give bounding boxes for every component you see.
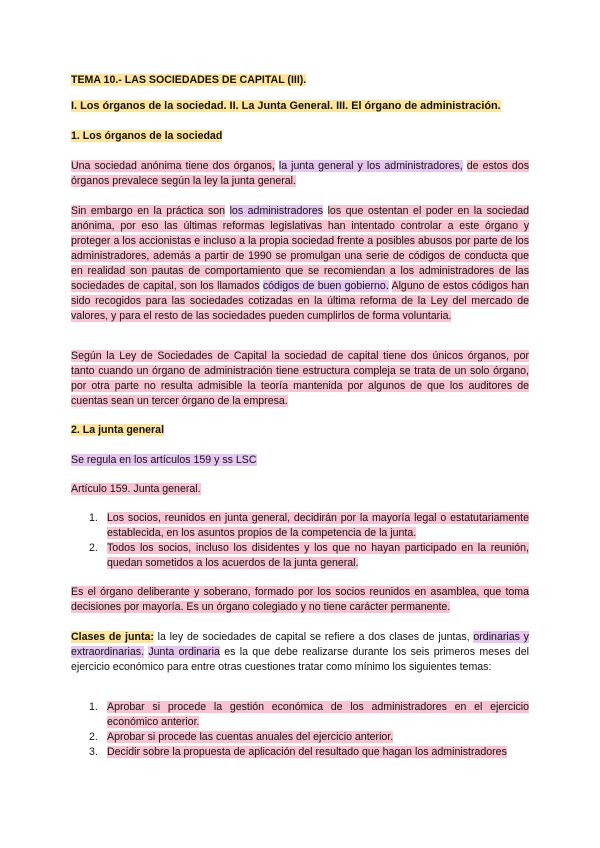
- section2-heading-block: [71, 423, 529, 438]
- clases-text-c: Junta ordinaria: [148, 646, 220, 658]
- list-item-number: 3.: [89, 746, 98, 758]
- article-reference-block: [71, 453, 529, 468]
- p4-text: Es el órgano deliberante y soberano, formado por los socios reunidos en asamblea, que toma decisiones por mayoría. Es un órgano colegiado y no tiene carácter permanente.: [71, 586, 529, 613]
- list-item: [71, 541, 529, 571]
- list-item-number: 1.: [89, 512, 98, 524]
- list-item: [71, 745, 529, 760]
- section1-heading-block: [71, 129, 529, 144]
- paragraph-1: [71, 159, 529, 189]
- paragraph-clases: [71, 630, 529, 675]
- paragraph-3: [71, 349, 529, 409]
- list-item-number: 2.: [89, 542, 98, 554]
- article-title: Artículo 159. Junta general.: [71, 483, 201, 495]
- list-item-number: 2.: [89, 731, 98, 743]
- p1-text-c: de estos dos órganos prevalece según la ley la junta general.: [71, 160, 529, 187]
- list-item-text: Los socios, reunidos en junta general, decidirán por la mayoría legal o estatutariamente establecida, en los asuntos propios de la competencia de la junta.: [107, 512, 529, 539]
- section1-heading: 1. Los órganos de la sociedad: [71, 130, 223, 142]
- list-item-text: Aprobar si procede la gestión económica de los administradores en el ejercicio económico anterior.: [107, 701, 529, 728]
- article-title-block: [71, 482, 529, 497]
- list-item: [71, 511, 529, 541]
- clases-label: Clases de junta:: [71, 631, 154, 643]
- clases-text-b: ordinarias y extraordinarias.: [71, 631, 529, 658]
- p2-text-a: Sin embargo en la práctica son: [71, 205, 226, 217]
- p2-text-c: los que ostentan el poder en la sociedad anónima, por eso las últimas reformas legislativas han intentado controlar a este órgano y proteger a los accionistas e incluso a la propia sociedad frente a posibles abusos por parte de los administradores, además a partir de 1990 se promulgan una serie de códigos de conducta que en realidad son pautas de comportamiento que se recomiendan a los administradores de las sociedades de capital, son los llamados: [71, 205, 529, 292]
- article-reference: Se regula en los artículos 159 y ss LSC: [71, 454, 257, 466]
- document-subtitle-block: [71, 99, 529, 114]
- list-item-number: 1.: [89, 701, 98, 713]
- clases-text-a: la ley de sociedades de capital se refiere a dos clases de juntas,: [157, 631, 470, 643]
- list-item-text: Decidir sobre la propuesta de aplicación del resultado que hagan los administradores: [107, 746, 507, 758]
- paragraph-2: [71, 204, 529, 324]
- p2-text-b: los administradores: [229, 205, 324, 217]
- paragraph-4: [71, 585, 529, 615]
- list-item-text: Todos los socios, incluso los disidentes y los que no hayan participado en la reunión, quedan sometidos a los acuerdos de la junta general.: [107, 542, 529, 569]
- p1-text-b: la junta general y los administradores,: [278, 160, 463, 172]
- list-item: [71, 700, 529, 730]
- p3-text: Según la Ley de Sociedades de Capital la sociedad de capital tiene dos únicos órganos, por tanto cuando un órgano de administración tiene estructura compleja se trata de un solo órgano, por otra parte no resulta admisible la teoría mantenida por algunos de que los auditores de cuentas sean un tercer órgano de la empresa.: [71, 350, 529, 407]
- p2-text-d: códigos de buen gobierno.: [262, 280, 389, 292]
- p1-text-a: Una sociedad anónima tiene dos órganos,: [71, 160, 275, 172]
- junta-ordinaria-list: [71, 700, 529, 760]
- article-list: [71, 511, 529, 571]
- document-subtitle: I. Los órganos de la sociedad. II. La Junta General. III. El órgano de administración.: [71, 100, 501, 112]
- document-title: TEMA 10.- LAS SOCIEDADES DE CAPITAL (III).: [71, 74, 307, 86]
- clases-text-d: es la que debe realizarse durante los seis primeros meses del ejercicio económico para entre otras cuestiones tratar como mínimo los siguientes temas:: [71, 646, 529, 673]
- list-item: [71, 730, 529, 745]
- p2-text-e: Alguno de estos códigos han sido recogidos para las sociedades cotizadas en la última reforma de la Ley del mercado de valores, y para el resto de las sociedades pueden cumplirlos de forma voluntaria.: [71, 280, 530, 322]
- list-item-text: Aprobar si procede las cuentas anuales del ejercicio anterior.: [107, 731, 394, 743]
- document-title-block: [71, 73, 529, 88]
- section2-heading: 2. La junta general: [71, 424, 165, 436]
